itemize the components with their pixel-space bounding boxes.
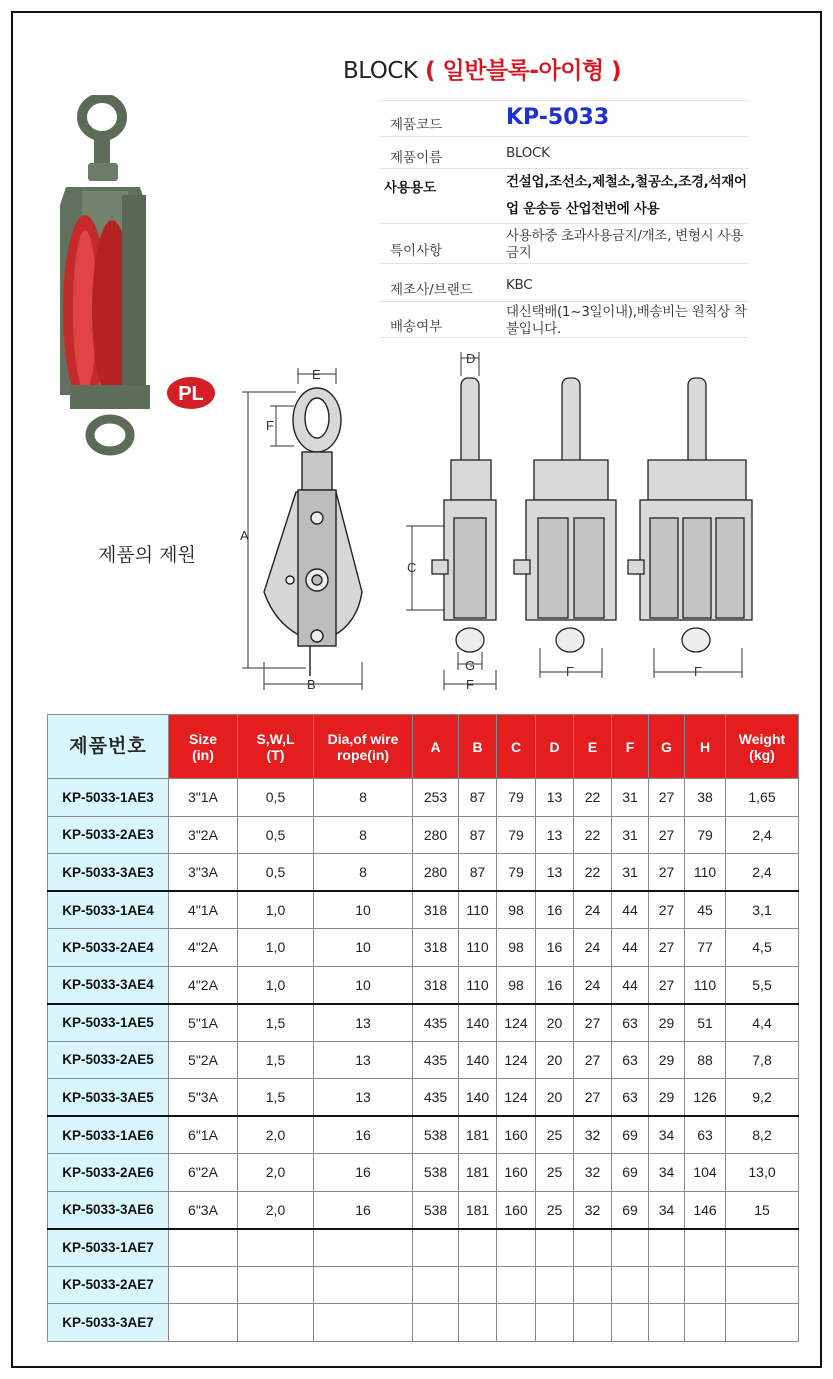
table-cell (238, 1229, 314, 1267)
table-cell (685, 1304, 726, 1342)
table-cell: 69 (612, 1154, 649, 1192)
product-code: KP-5033 (506, 105, 610, 130)
table-cell: 318 (413, 929, 459, 967)
table-cell: 22 (574, 854, 612, 892)
table-cell: 110 (459, 966, 497, 1004)
table-cell: 16 (536, 929, 574, 967)
table-cell: 1,5 (238, 1041, 314, 1079)
product-code-cell: KP-5033-3AE4 (48, 966, 169, 1004)
table-cell: 16 (314, 1116, 413, 1154)
table-header-cell: A (413, 715, 459, 779)
table-cell: 110 (459, 891, 497, 929)
table-cell: 160 (497, 1116, 536, 1154)
table-cell: 45 (685, 891, 726, 929)
table-cell: 0,5 (238, 816, 314, 854)
table-row (48, 966, 799, 1004)
table-cell (413, 1266, 459, 1304)
table-cell: 160 (497, 1154, 536, 1192)
table-cell: 44 (612, 891, 649, 929)
spec-title: 제품의 제원 (98, 544, 196, 566)
table-cell (459, 1229, 497, 1267)
table-cell: 4"2A (169, 929, 238, 967)
table-cell: 16 (314, 1154, 413, 1192)
table-cell: 1,65 (726, 779, 799, 817)
table-cell: 6"2A (169, 1154, 238, 1192)
table-cell: 280 (413, 816, 459, 854)
table-header-cell: G (649, 715, 685, 779)
table-cell (649, 1266, 685, 1304)
table-cell: 181 (459, 1191, 497, 1229)
table-cell: 13 (314, 1004, 413, 1042)
table-row (48, 929, 799, 967)
table-cell: 124 (497, 1041, 536, 1079)
product-code-cell: KP-5033-1AE6 (48, 1116, 169, 1154)
table-cell: 38 (685, 779, 726, 817)
table-cell: 140 (459, 1041, 497, 1079)
table-cell: 79 (497, 854, 536, 892)
table-cell: 13 (536, 816, 574, 854)
table-cell: 79 (497, 779, 536, 817)
table-cell (612, 1266, 649, 1304)
info-row-code: 제품코드 KP-5033 (379, 100, 749, 136)
table-cell: 13 (314, 1079, 413, 1117)
table-cell: 538 (413, 1154, 459, 1192)
svg-text:PL: PL (178, 383, 204, 405)
svg-text:F: F (266, 418, 274, 433)
product-code-cell: KP-5033-2AE7 (48, 1266, 169, 1304)
table-row (48, 1154, 799, 1192)
table-row (48, 1116, 799, 1154)
table-cell: 3,1 (726, 891, 799, 929)
product-code-cell: KP-5033-2AE5 (48, 1041, 169, 1079)
table-cell (169, 1229, 238, 1267)
table-cell: 32 (574, 1116, 612, 1154)
table-cell (536, 1266, 574, 1304)
table-cell: 1,5 (238, 1079, 314, 1117)
table-cell: 31 (612, 779, 649, 817)
table-cell: 27 (649, 816, 685, 854)
product-code-cell: KP-5033-2AE3 (48, 816, 169, 854)
table-cell (574, 1229, 612, 1267)
product-code-cell: KP-5033-3AE3 (48, 854, 169, 892)
table-cell (169, 1304, 238, 1342)
table-cell: 110 (459, 929, 497, 967)
table-cell: 2,4 (726, 854, 799, 892)
dimension-drawing-front (404, 348, 756, 692)
table-cell: 10 (314, 966, 413, 1004)
info-row-maker: 제조사/브랜드 KBC (379, 263, 749, 301)
table-cell (685, 1229, 726, 1267)
table-cell: 1,0 (238, 929, 314, 967)
table-cell: 10 (314, 891, 413, 929)
page-title: BLOCK ( 일반블록-아이형 ) (343, 58, 622, 84)
table-cell: 69 (612, 1191, 649, 1229)
table-cell: 124 (497, 1004, 536, 1042)
table-cell (574, 1266, 612, 1304)
table-cell: 6"3A (169, 1191, 238, 1229)
svg-text:B: B (307, 677, 316, 692)
table-cell: 27 (649, 891, 685, 929)
table-cell: 13 (536, 854, 574, 892)
table-cell: 63 (612, 1079, 649, 1117)
table-cell: 538 (413, 1116, 459, 1154)
table-row (48, 1191, 799, 1229)
table-cell: 31 (612, 816, 649, 854)
table-cell: 181 (459, 1116, 497, 1154)
table-cell: 124 (497, 1079, 536, 1117)
table-cell: 25 (536, 1154, 574, 1192)
info-row-ship: 배송여부 대신택배(1~3일이내),배송비는 원칙상 착불입니다. (379, 301, 749, 338)
table-cell: 63 (612, 1041, 649, 1079)
table-cell: 318 (413, 966, 459, 1004)
table-cell: 13 (536, 779, 574, 817)
table-header-cell: F (612, 715, 649, 779)
table-cell (726, 1266, 799, 1304)
spec-table (47, 714, 799, 1342)
table-header-cell: S,W,L (T) (238, 715, 314, 779)
table-row (48, 1266, 799, 1304)
table-cell: 27 (574, 1041, 612, 1079)
table-header-cell: E (574, 715, 612, 779)
table-cell: 253 (413, 779, 459, 817)
table-cell: 34 (649, 1154, 685, 1192)
svg-text:F: F (566, 664, 574, 679)
table-cell: 4"1A (169, 891, 238, 929)
table-cell: 1,0 (238, 891, 314, 929)
table-cell (612, 1304, 649, 1342)
table-cell: 4"2A (169, 966, 238, 1004)
table-cell: 16 (314, 1191, 413, 1229)
svg-text:A: A (240, 528, 249, 543)
table-cell: 538 (413, 1191, 459, 1229)
table-cell (649, 1304, 685, 1342)
table-cell: 87 (459, 816, 497, 854)
table-cell: 3"3A (169, 854, 238, 892)
table-cell: 20 (536, 1079, 574, 1117)
table-cell (612, 1229, 649, 1267)
table-cell (413, 1229, 459, 1267)
table-cell (169, 1266, 238, 1304)
table-cell (238, 1304, 314, 1342)
table-cell (314, 1229, 413, 1267)
table-cell: 44 (612, 966, 649, 1004)
table-header-cell: Dia,of wire rope(in) (314, 715, 413, 779)
table-cell: 98 (497, 891, 536, 929)
table-cell: 4,4 (726, 1004, 799, 1042)
table-cell: 31 (612, 854, 649, 892)
table-row (48, 1304, 799, 1342)
table-cell: 280 (413, 854, 459, 892)
table-cell: 140 (459, 1079, 497, 1117)
product-code-cell: KP-5033-2AE6 (48, 1154, 169, 1192)
table-cell: 8 (314, 816, 413, 854)
table-cell: 126 (685, 1079, 726, 1117)
table-cell: 32 (574, 1154, 612, 1192)
table-cell: 16 (536, 891, 574, 929)
table-cell (685, 1266, 726, 1304)
table-cell: 25 (536, 1116, 574, 1154)
product-code-cell: KP-5033-1AE4 (48, 891, 169, 929)
table-cell: 3"1A (169, 779, 238, 817)
table-row (48, 1229, 799, 1267)
svg-text:D: D (466, 351, 476, 366)
table-cell: 27 (574, 1079, 612, 1117)
table-cell (238, 1266, 314, 1304)
table-cell: 435 (413, 1079, 459, 1117)
table-cell (497, 1229, 536, 1267)
product-code-cell: KP-5033-2AE4 (48, 929, 169, 967)
table-cell: 34 (649, 1116, 685, 1154)
table-cell: 29 (649, 1041, 685, 1079)
table-cell: 181 (459, 1154, 497, 1192)
product-code-cell: KP-5033-3AE6 (48, 1191, 169, 1229)
table-cell: 5"3A (169, 1079, 238, 1117)
product-code-cell: KP-5033-1AE5 (48, 1004, 169, 1042)
table-row (48, 816, 799, 854)
table-cell: 27 (649, 966, 685, 1004)
table-header-cell: D (536, 715, 574, 779)
table-cell: 77 (685, 929, 726, 967)
table-cell (726, 1304, 799, 1342)
table-row (48, 1004, 799, 1042)
table-cell: 87 (459, 779, 497, 817)
table-cell: 16 (536, 966, 574, 1004)
table-cell: 20 (536, 1004, 574, 1042)
table-cell: 318 (413, 891, 459, 929)
table-cell: 63 (612, 1004, 649, 1042)
dimension-drawing-side (236, 362, 376, 694)
info-row-use: 사용용도 건설업,조선소,제철소,철공소,조경,석재어업 운송등 산업전번에 사용 (379, 168, 749, 223)
table-cell: 8 (314, 779, 413, 817)
table-cell: 110 (685, 966, 726, 1004)
svg-text:C: C (407, 560, 417, 575)
svg-text:F: F (466, 677, 474, 692)
table-cell: 4,5 (726, 929, 799, 967)
table-row (48, 891, 799, 929)
table-header-cell: 제품번호 (48, 715, 169, 779)
table-cell: 27 (574, 1004, 612, 1042)
table-cell: 29 (649, 1004, 685, 1042)
table-cell: 140 (459, 1004, 497, 1042)
table-cell (649, 1229, 685, 1267)
table-header-cell: C (497, 715, 536, 779)
table-cell: 79 (685, 816, 726, 854)
svg-text:G: G (465, 658, 476, 673)
pl-logo (166, 376, 216, 410)
table-cell: 24 (574, 966, 612, 1004)
table-cell: 8,2 (726, 1116, 799, 1154)
table-cell: 104 (685, 1154, 726, 1192)
svg-text:F: F (694, 664, 702, 679)
table-cell: 146 (685, 1191, 726, 1229)
table-header-cell: B (459, 715, 497, 779)
table-cell: 5,5 (726, 966, 799, 1004)
table-cell: 0,5 (238, 854, 314, 892)
table-cell (497, 1266, 536, 1304)
table-cell: 0,5 (238, 779, 314, 817)
table-cell: 6"1A (169, 1116, 238, 1154)
table-cell (497, 1304, 536, 1342)
table-cell: 44 (612, 929, 649, 967)
table-cell: 27 (649, 779, 685, 817)
product-code-cell: KP-5033-1AE7 (48, 1229, 169, 1267)
table-cell: 2,0 (238, 1191, 314, 1229)
table-cell (314, 1304, 413, 1342)
table-cell: 79 (497, 816, 536, 854)
table-cell: 9,2 (726, 1079, 799, 1117)
table-header-row (48, 715, 799, 779)
table-cell: 20 (536, 1041, 574, 1079)
table-row (48, 1079, 799, 1117)
table-header-cell: H (685, 715, 726, 779)
table-cell (459, 1266, 497, 1304)
table-cell: 13,0 (726, 1154, 799, 1192)
table-cell: 2,0 (238, 1154, 314, 1192)
table-cell: 13 (314, 1041, 413, 1079)
table-cell: 29 (649, 1079, 685, 1117)
table-cell: 435 (413, 1041, 459, 1079)
table-cell: 87 (459, 854, 497, 892)
table-cell (536, 1304, 574, 1342)
table-cell: 7,8 (726, 1041, 799, 1079)
table-cell: 5"2A (169, 1041, 238, 1079)
table-cell: 98 (497, 929, 536, 967)
table-cell (413, 1304, 459, 1342)
table-cell: 1,0 (238, 966, 314, 1004)
table-cell: 51 (685, 1004, 726, 1042)
table-cell: 98 (497, 966, 536, 1004)
table-row (48, 1041, 799, 1079)
table-cell (536, 1229, 574, 1267)
product-code-cell: KP-5033-3AE7 (48, 1304, 169, 1342)
table-cell: 1,5 (238, 1004, 314, 1042)
table-cell: 2,4 (726, 816, 799, 854)
table-cell: 5"1A (169, 1004, 238, 1042)
table-cell (726, 1229, 799, 1267)
info-row-note: 특이사항 사용하중 초과사용금지/개조, 변형시 사용금지 (379, 223, 749, 263)
svg-text:E: E (312, 367, 321, 382)
info-row-name: 제품이름 BLOCK (379, 136, 749, 168)
table-cell: 3"2A (169, 816, 238, 854)
table-cell: 22 (574, 816, 612, 854)
table-cell: 10 (314, 929, 413, 967)
table-cell: 435 (413, 1004, 459, 1042)
table-cell: 27 (649, 929, 685, 967)
table-cell: 22 (574, 779, 612, 817)
table-cell: 27 (649, 854, 685, 892)
table-cell: 32 (574, 1191, 612, 1229)
table-cell: 24 (574, 929, 612, 967)
table-cell (459, 1304, 497, 1342)
table-cell: 24 (574, 891, 612, 929)
table-cell: 160 (497, 1191, 536, 1229)
table-cell: 25 (536, 1191, 574, 1229)
table-cell: 63 (685, 1116, 726, 1154)
table-row (48, 779, 799, 817)
table-cell: 88 (685, 1041, 726, 1079)
table-cell: 34 (649, 1191, 685, 1229)
table-header-cell: Size (in) (169, 715, 238, 779)
table-header-cell: Weight (kg) (726, 715, 799, 779)
table-cell: 8 (314, 854, 413, 892)
table-cell: 15 (726, 1191, 799, 1229)
table-cell: 110 (685, 854, 726, 892)
table-row (48, 854, 799, 892)
table-cell (574, 1304, 612, 1342)
table-cell: 69 (612, 1116, 649, 1154)
table-cell: 2,0 (238, 1116, 314, 1154)
table-cell (314, 1266, 413, 1304)
product-code-cell: KP-5033-1AE3 (48, 779, 169, 817)
product-code-cell: KP-5033-3AE5 (48, 1079, 169, 1117)
product-info-list (379, 100, 749, 338)
